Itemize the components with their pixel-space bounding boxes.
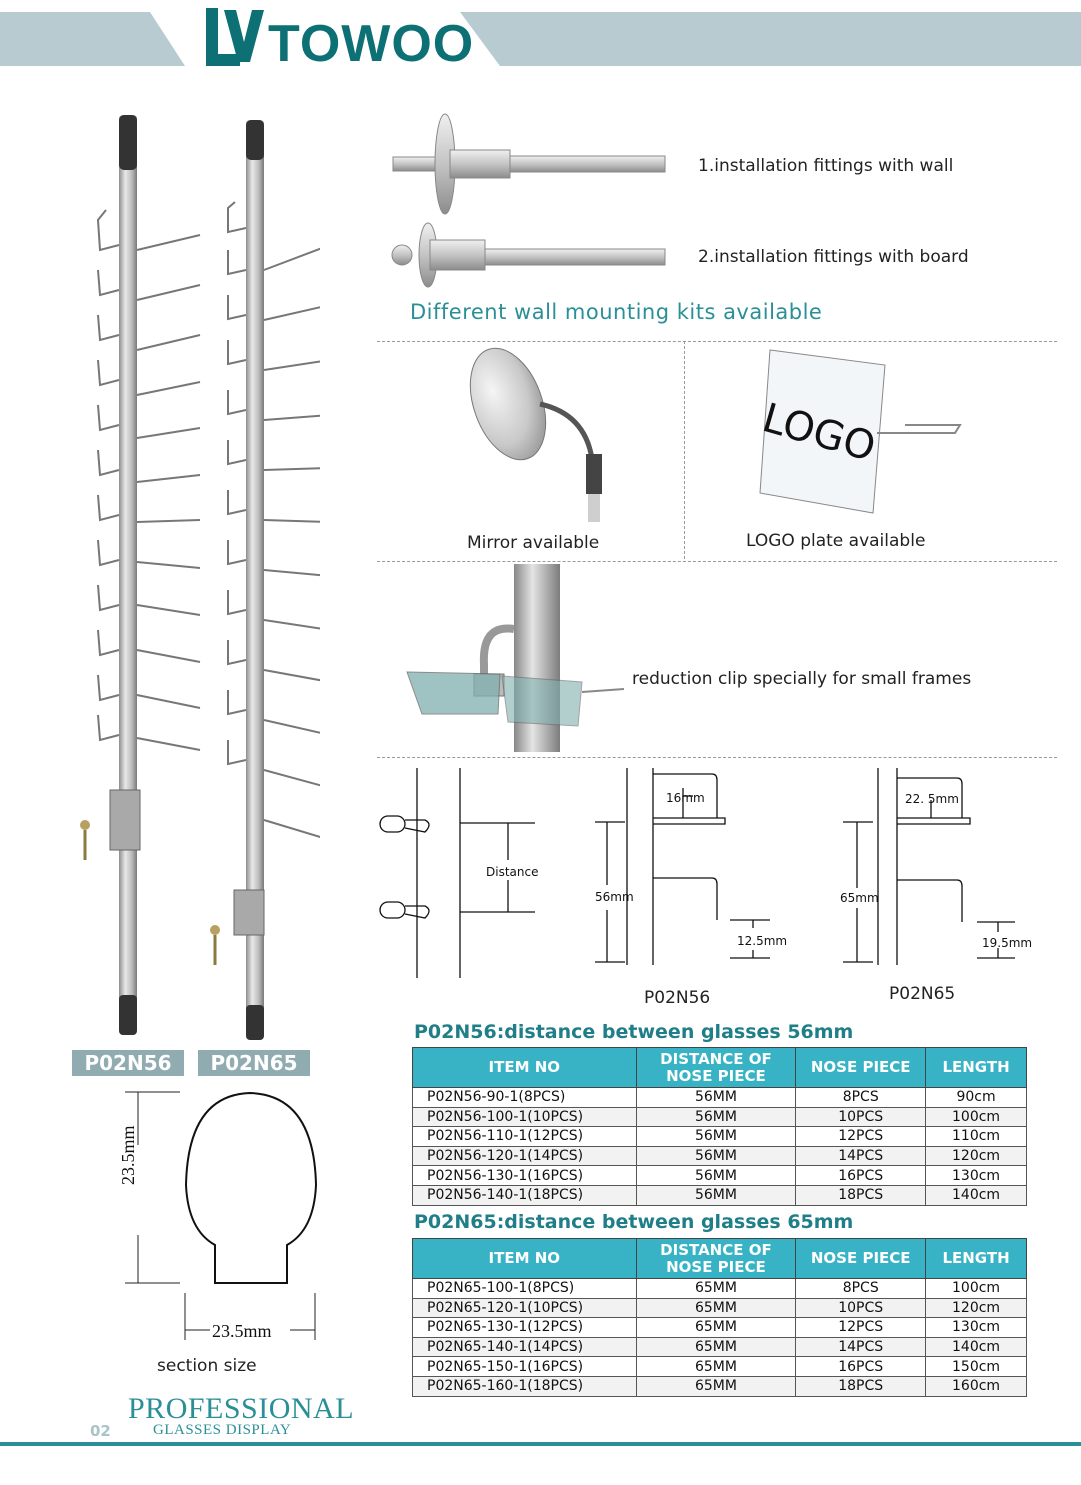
cell-item: P02N56-130-1(16PCS) <box>413 1166 637 1186</box>
table-title-p02n56: P02N56:distance between glasses 56mm <box>414 1021 854 1043</box>
p02n65-height-label: 65mm <box>840 891 879 905</box>
section-size-diagram <box>110 1085 330 1355</box>
col-header-item: ITEM NO <box>413 1048 637 1088</box>
p02n56-bottom-label: 12.5mm <box>737 934 788 948</box>
table-row <box>413 1357 1027 1377</box>
cell-length: 120cm <box>926 1146 1027 1166</box>
divider-3 <box>377 757 1057 758</box>
section-size-caption: section size <box>157 1356 257 1376</box>
divider-vertical <box>684 341 685 559</box>
section-height-label: 23.5mm <box>118 1125 138 1185</box>
section-width-label: 23.5mm <box>212 1321 272 1341</box>
table-row <box>413 1127 1027 1147</box>
col-header-distance: DISTANCE OF NOSE PIECE <box>636 1048 796 1088</box>
header-band-right <box>460 12 1081 66</box>
p02n56-top-label: 16mm <box>666 791 705 805</box>
cell-nose: 14PCS <box>796 1337 926 1357</box>
cell-nose: 18PCS <box>796 1376 926 1396</box>
col-header-nose: NOSE PIECE <box>796 1239 926 1279</box>
table-title-p02n65: P02N65:distance between glasses 65mm <box>414 1211 854 1233</box>
cell-length: 140cm <box>926 1185 1027 1205</box>
cell-distance: 56MM <box>636 1146 796 1166</box>
divider-2 <box>377 561 1057 562</box>
cell-length: 120cm <box>926 1298 1027 1318</box>
cell-nose: 10PCS <box>796 1107 926 1127</box>
col-header-nose: NOSE PIECE <box>796 1048 926 1088</box>
cell-distance: 65MM <box>636 1376 796 1396</box>
cell-length: 90cm <box>926 1088 1027 1108</box>
cell-nose: 12PCS <box>796 1127 926 1147</box>
table-row <box>413 1185 1027 1205</box>
cell-nose: 12PCS <box>796 1318 926 1338</box>
cell-item: P02N65-140-1(14PCS) <box>413 1337 637 1357</box>
cell-length: 100cm <box>926 1279 1027 1299</box>
mirror-caption: Mirror available <box>467 533 600 553</box>
brand-name: TOWOO <box>268 15 475 73</box>
cell-distance: 65MM <box>636 1357 796 1377</box>
distance-label: Distance <box>486 865 539 879</box>
cell-distance: 65MM <box>636 1318 796 1338</box>
cell-distance: 56MM <box>636 1107 796 1127</box>
cell-nose: 16PCS <box>796 1166 926 1186</box>
p02n65-top-label: 22. 5mm <box>905 792 959 806</box>
cell-item: P02N65-130-1(12PCS) <box>413 1318 637 1338</box>
table-row <box>413 1298 1027 1318</box>
table-row <box>413 1088 1027 1108</box>
cell-nose: 16PCS <box>796 1357 926 1377</box>
col-header-length: LENGTH <box>926 1239 1027 1279</box>
divider-1 <box>377 341 1057 342</box>
page-number: 02 <box>90 1422 111 1440</box>
fitting-board-caption: 2.installation fittings with board <box>698 247 969 267</box>
cell-item: P02N56-110-1(12PCS) <box>413 1127 637 1147</box>
reduction-clip-caption: reduction clip specially for small frames <box>632 669 972 689</box>
table-row <box>413 1376 1027 1396</box>
header-band-left <box>0 12 185 66</box>
table-row <box>413 1279 1027 1299</box>
cell-distance: 65MM <box>636 1279 796 1299</box>
glasses-rod-illustration <box>70 110 320 1050</box>
cell-nose: 8PCS <box>796 1279 926 1299</box>
cell-item: P02N65-160-1(18PCS) <box>413 1376 637 1396</box>
cell-item: P02N65-100-1(8PCS) <box>413 1279 637 1299</box>
cell-length: 160cm <box>926 1376 1027 1396</box>
spec-table-p02n56 <box>412 1047 1027 1206</box>
cell-length: 150cm <box>926 1357 1027 1377</box>
cell-nose: 10PCS <box>796 1298 926 1318</box>
col-header-distance: DISTANCE OF NOSE PIECE <box>636 1239 796 1279</box>
mirror-illustration <box>450 344 620 524</box>
p02n65-diagram-title: P02N65 <box>889 984 956 1004</box>
model-badge-right: P02N65 <box>198 1050 310 1076</box>
col-header-item: ITEM NO <box>413 1239 637 1279</box>
cell-length: 130cm <box>926 1166 1027 1186</box>
cell-nose: 18PCS <box>796 1185 926 1205</box>
cell-distance: 56MM <box>636 1088 796 1108</box>
cell-length: 130cm <box>926 1318 1027 1338</box>
cell-length: 140cm <box>926 1337 1027 1357</box>
table-row <box>413 1318 1027 1338</box>
reduction-clip-illustration <box>402 564 627 754</box>
p02n56-diagram-title: P02N56 <box>644 988 711 1008</box>
footer-title: PROFESSIONAL <box>128 1392 355 1425</box>
cell-nose: 14PCS <box>796 1146 926 1166</box>
cell-length: 100cm <box>926 1107 1027 1127</box>
cell-nose: 8PCS <box>796 1088 926 1108</box>
fitting-wall-caption: 1.installation fittings with wall <box>698 156 954 176</box>
table-row <box>413 1337 1027 1357</box>
cell-item: P02N65-120-1(10PCS) <box>413 1298 637 1318</box>
footer-rule <box>0 1442 1081 1446</box>
installation-fittings-illustration <box>390 112 680 292</box>
cell-distance: 56MM <box>636 1185 796 1205</box>
cell-item: P02N56-120-1(14PCS) <box>413 1146 637 1166</box>
p02n56-height-label: 56mm <box>595 890 634 904</box>
cell-item: P02N56-100-1(10PCS) <box>413 1107 637 1127</box>
logo-plate-text: LOGO <box>757 395 881 471</box>
col-header-length: LENGTH <box>926 1048 1027 1088</box>
p02n65-bottom-label: 19.5mm <box>982 936 1033 950</box>
footer-subtitle: GLASSES DISPLAY <box>153 1422 292 1438</box>
cell-item: P02N56-140-1(18PCS) <box>413 1185 637 1205</box>
spec-table-p02n65 <box>412 1238 1027 1397</box>
model-badge-left: P02N56 <box>72 1050 184 1076</box>
table-row <box>413 1166 1027 1186</box>
logo-plate-caption: LOGO plate available <box>746 531 926 551</box>
cell-distance: 56MM <box>636 1166 796 1186</box>
cell-item: P02N56-90-1(8PCS) <box>413 1088 637 1108</box>
mounting-kits-title: Different wall mounting kits available <box>410 300 823 324</box>
table-row <box>413 1146 1027 1166</box>
brand-logo-icon <box>200 6 270 68</box>
cell-distance: 65MM <box>636 1298 796 1318</box>
cell-distance: 65MM <box>636 1337 796 1357</box>
cell-length: 110cm <box>926 1127 1027 1147</box>
table-row <box>413 1107 1027 1127</box>
cell-distance: 56MM <box>636 1127 796 1147</box>
cell-item: P02N65-150-1(16PCS) <box>413 1357 637 1377</box>
